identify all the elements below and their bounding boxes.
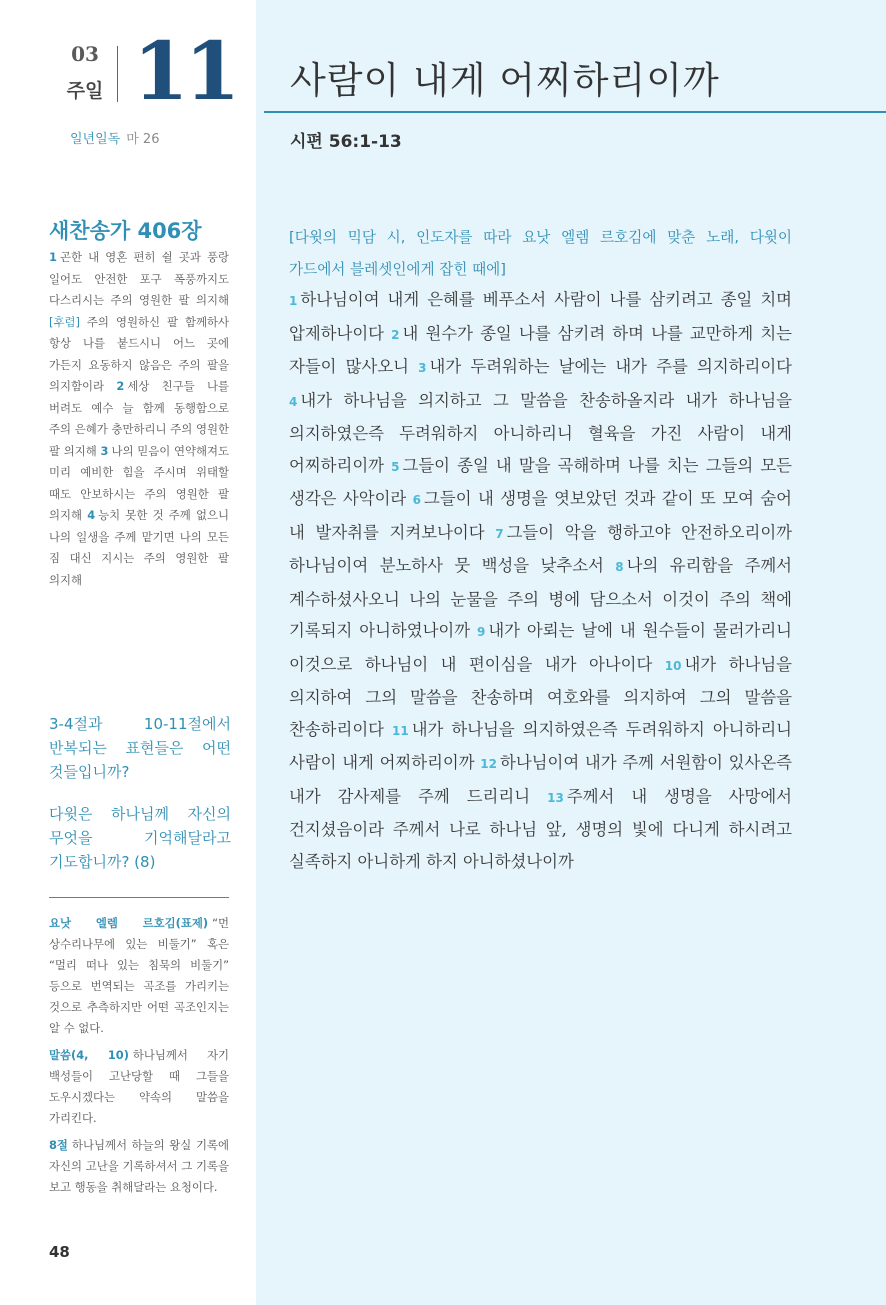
hymn-verse-4: 4 능치 못한 것 주께 없으니 나의 일생을 주께 맡기면 나의 모든 짐 대신 지시는 주의 영원한 팔 의지해 xyxy=(49,508,229,587)
reading-plan-ref: 마 26 xyxy=(126,132,160,147)
hymn-title: 새찬송가 406장 xyxy=(49,219,202,243)
verse: 3 내가 두려워하는 날에는 내가 주를 의지하리이다 xyxy=(418,357,793,376)
month-number: 03 xyxy=(71,42,99,66)
verse: 8 나의 유리함을 주께서 계수하셨사오니 나의 눈물을 주의 병에 담으소서 이것이 주의 책에 기록되지 아니하였나이까 xyxy=(289,556,793,640)
sidebar-divider xyxy=(49,897,229,898)
note-item: 말씀(4, 10) 하나님께서 자기 백성들이 고난당할 때 그들을 도우시겠다는 약속의 말씀을 가리킨다. xyxy=(49,1048,229,1125)
hymn-verse-2: 2 세상 친구들 나를 버려도 예수 늘 함께 동행함으로 주의 은혜가 충만하리니 주의 영원한 팔 의지해 xyxy=(49,379,230,458)
passage-reference: 시편 56:1-13 xyxy=(290,132,402,152)
hymn-verse-3: 3 나의 믿음이 연약해져도 미리 예비한 힘을 주시며 위태할 때도 안보하시는 주의 영원한 팔 의지해 xyxy=(49,443,229,522)
hymn-verse-1: 1 곤한 내 영혼 편히 쉴 곳과 풍랑 일어도 안전한 포구 폭풍까지도 다스리시는 주의 영원한 팔 의지해 xyxy=(49,250,229,307)
title-underline xyxy=(264,111,886,113)
hymn-lyrics xyxy=(49,247,229,591)
verse: 10 내가 하나님을 의지하여 그의 말씀을 찬송하며 여호와를 의지하여 그의 말씀을 찬송하리이다 xyxy=(289,654,792,739)
verse: 2 내 원수가 종일 나를 삼키려 하며 나를 교만하게 치는 자들이 많사오니 xyxy=(289,323,792,376)
question-2: 다윗은 하나님께 자신의 무엇을 기억해달라고 기도합니까? (8) xyxy=(49,805,231,871)
weekday-label: 주일 xyxy=(66,80,104,102)
reflection-questions xyxy=(49,712,231,892)
page-number: 48 xyxy=(49,1243,70,1261)
scripture-text xyxy=(289,284,792,877)
verse: 5 그들이 종일 내 말을 곡해하며 나를 치는 그들의 모든 생각은 사악이라 xyxy=(289,455,792,508)
verse: 9 내가 아뢰는 날에 내 원수들이 물러가리니 이것으로 하나님이 내 편이심을 내가 아나이다 xyxy=(289,621,792,674)
page-title: 사람이 내게 어찌하리이까 xyxy=(290,59,720,102)
note-item: 8절 하나님께서 하늘의 왕실 기록에 자신의 고난을 기록하셔서 그 기록을 보고 행동을 취해달라는 요청이다. xyxy=(49,1138,229,1194)
verse: 13 주께서 내 생명을 사망에서 건지셨음이라 주께서 나로 하나님 앞, 생명의 빛에 다니게 하시려고 실족하지 아니하게 하지 아니하셨나이까 xyxy=(289,786,793,871)
verse: 12 하나님이여 내가 주께 서원함이 있사온즉 내가 감사제를 주께 드리리니 xyxy=(289,753,792,806)
note-item: 요낫 엘렘 르호김(표제) “먼 상수리나무에 있는 비둘기” 혹은 “멀리 떠나 있는 침묵의 비둘기” 등으로 번역되는 곡조를 가리키는 것으로 추측하지만 어떤 곡조인지는 알 수 없다. xyxy=(49,916,229,1035)
psalm-superscription: [다윗의 믹담 시, 인도자를 따라 요낫 엘렘 르호김에 맞춘 노래, 다윗이 가드에서 블레셋인에게 잡힌 때에] xyxy=(289,229,792,278)
date-divider xyxy=(117,46,118,102)
question-1: 3-4절과 10-11절에서 반복되는 표현들은 어떤 것들입니까? xyxy=(49,715,231,781)
reading-plan xyxy=(70,128,159,147)
verse: 4 내가 하나님을 의지하고 그 말씀을 찬송하올지라 내가 하나님을 의지하였은즉 두려워하지 아니하리니 혈육을 가진 사람이 내게 어찌하리이까 xyxy=(289,390,792,475)
reading-plan-label: 일년일독 xyxy=(70,132,121,147)
hymn-refrain: [후렴] 주의 영원하신 팔 함께하사 항상 나를 붙드시니 어느 곳에 가든지 요동하지 않음은 주의 팔을 의지함이라 xyxy=(49,314,229,393)
verse: 11 내가 하나님을 의지하였은즉 두려워하지 아니하리니 사람이 내게 어찌하리이까 xyxy=(289,719,792,772)
verse: 1 하나님이여 내게 은혜를 베푸소서 사람이 나를 삼키려고 종일 치며 압제하나이다 xyxy=(289,290,792,343)
verse: 6 그들이 내 생명을 엿보았던 것과 같이 또 모여 숨어 내 발자취를 지켜보나이다 xyxy=(289,489,792,542)
verse: 7 그들이 악을 행하고야 안전하오리이까 하나님이여 분노하사 뭇 백성을 낮추소서 xyxy=(289,522,792,575)
day-number: 11 xyxy=(133,24,237,118)
study-notes xyxy=(49,913,229,1204)
